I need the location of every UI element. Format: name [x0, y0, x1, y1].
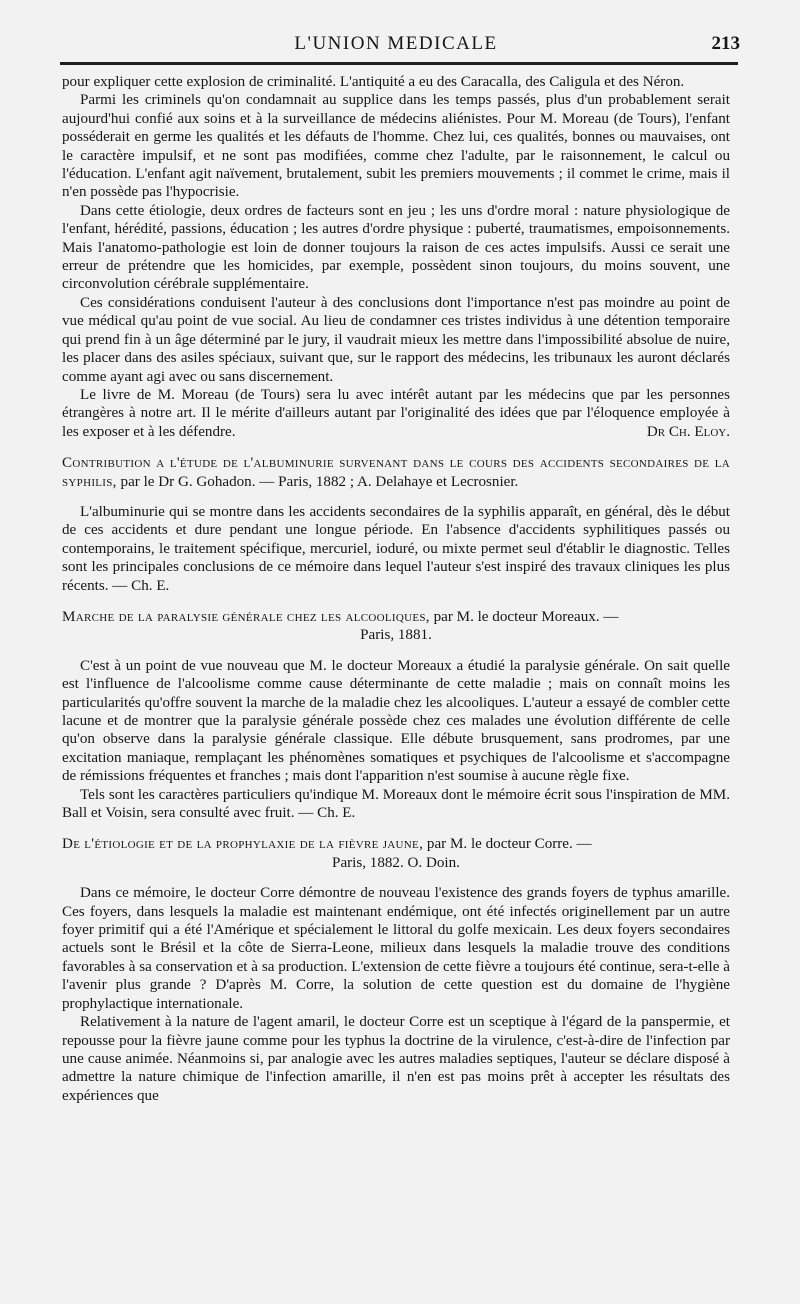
paragraph: Dans cette étiologie, deux ordres de facteurs sont en jeu ; les uns d'ordre moral : nature physiologique de l'enfant, hérédité, passions, éducation ; les autres d'ordre physique : puberté, traumatismes, empoisonnements. Mais l'anatomo-pathologie est loin de donner toujours la raison de ces actes impulsifs. Aussi ce serait une erreur de prétendre que les homicides, par exemple, possèdent sinon toujours, du moins souvent, une circonvolution cérébrale supplémentaire.: [62, 202, 730, 293]
review-title-line2: Paris, 1881.: [360, 627, 432, 644]
review-fievre-jaune: [62, 835, 730, 1105]
review-title-rest: par le Dr G. Gohadon. — Paris, 1882 ; A. Delahaye et Lecrosnier.: [116, 473, 519, 490]
page-body: [62, 73, 730, 1105]
review-moreau-de-tours: [62, 73, 730, 441]
paragraph: Parmi les criminels qu'on condamnait au supplice dans les temps passés, plus d'un probablement serait aujourd'hui confié aux soins et à la surveillance de médecins aliénistes. Pour M. Moreau (de Tours), l'enfant posséderait en germe les qualités et les défauts de l'homme. Chez lui, ces qualités, bonnes ou mauvaises, ont le caractère impulsif, et ne sont pas modifiées, comme chez l'adulte, par le raisonnement, le calcul ou l'éducation. L'enfant agit naïvement, brutalement, subit les premiers mouvements ; il commet le crime, mais il n'en possède pas l'hypocrisie.: [62, 92, 730, 201]
page-header: [62, 0, 740, 62]
review-title-line2: Paris, 1882. O. Doin.: [332, 854, 460, 871]
paragraph: [62, 386, 730, 441]
paragraph: Ces considérations conduisent l'auteur à des conclusions dont l'importance n'est pas moindre au point de vue médical qu'au point de vue social. Au lieu de condamner ces tristes individus à une détention temporaire qui prend fin à un âge déterminé par le jury, il vaudrait mieux les mettre dans l'impossibilité absolue de nuire, les placer dans des asiles spéciaux, suivant que, sur le rapport des médecins, les tribunaux les auront déclarés comme ayant agi avec ou sans discernement.: [62, 294, 730, 385]
paragraph: Relativement à la nature de l'agent amaril, le docteur Corre est un sceptique à l'égard de la panspermie, et repousse pour la fièvre jaune comme pour les typhus la doctrine de la virulence, c'est-à-dire de l'infection par une cause animée. Néanmoins si, par analogie avec les autres maladies septiques, l'auteur se déclare disposé à admettre la nature chimique de l'infection amarille, il n'en est pas moins prêt à accepter les résultats des expériences que: [62, 1014, 730, 1104]
review-signature: Dr Ch. Eloy.: [646, 423, 730, 440]
paragraph-text: Le livre de M. Moreau (de Tours) sera lu avec intérêt autant par les médecins que par les personnes étrangères à notre art. Il le mérite d'ailleurs autant par l'originalité des idées que par l'éloquence employée à les exposer et à les défendre.: [62, 386, 730, 440]
review-title-caps: De l'étiologie et de la prophylaxie de la fièvre jaune,: [62, 836, 424, 853]
paragraph: Tels sont les caractères particuliers qu'indique M. Moreaux dont le mémoire écrit sous l'inspiration de MM. Ball et Voisin, sera consulté avec fruit. — Ch. E.: [62, 786, 730, 822]
review-paralysie-generale: [62, 608, 730, 822]
header-rule: [60, 62, 738, 65]
paragraph: C'est à un point de vue nouveau que M. le docteur Moreaux a étudié la paralysie générale. On sait quelle est l'influence de l'alcoolisme comme cause déterminante de cette maladie ; mais on connaît moins les particularités qu'offre souvent la marche de la maladie chez les alcooliques. L'auteur a essayé de combler cette lacune et de montrer que la paralysie générale possède chez ces malades une évolution différente de celle qu'on observe dans la paralysie générale classique. Elle débute brusquement, sans prodromes, par une excitation maniaque, remplaçant les phénomènes somatiques et psychiques de l'alcoolisme et s'accompagne de rémissions fréquentes et franches ; mais dont l'apparition n'est soumise à aucune règle fixe.: [62, 657, 730, 785]
page-number: 213: [711, 33, 740, 54]
review-title: [62, 454, 730, 491]
review-albuminurie: [62, 454, 730, 595]
paragraph: Dans ce mémoire, le docteur Corre démontre de nouveau l'existence des grands foyers de typhus amarille. Ces foyers, dans lesquels la maladie est maintenant endémique, ont été infectés originellement par un autre foyer primitif qui a été l'Amérique et spécialement le littoral du golfe mexicain. Les deux foyers secondaires actuels sont le Brésil et la côte de Sierra-Leone, milieux dans lesquels la maladie trouve des conditions favorables à sa conservation et à sa production. L'extension de cette fièvre a toujours été continue, sera-t-elle à l'avenir plus grande ? D'après M. Corre, la solution de cette question est du domaine de l'hygiène prophylactique internationale.: [62, 885, 730, 1012]
review-title-rest: par M. le docteur Corre. —: [423, 836, 592, 853]
review-title: [62, 835, 730, 872]
review-title: [62, 608, 730, 645]
paragraph: pour expliquer cette explosion de criminalité. L'antiquité a eu des Caracalla, des Caligula et des Néron.: [62, 74, 685, 90]
review-title-caps: Marche de la paralysie générale chez les alcooliques,: [62, 608, 430, 625]
review-title-caps: Contribution a l'étude de l'albuminurie survenant dans le cours des accidents secondaires de la syphilis,: [62, 455, 730, 490]
review-title-rest: par M. le docteur Moreaux. —: [429, 608, 619, 625]
running-title: L'UNION MEDICALE: [294, 33, 498, 54]
paragraph: L'albuminurie qui se montre dans les accidents secondaires de la syphilis apparaît, en général, dès le début de ces accidents et dure pendant une longue période. En l'absence d'accidents syphilitiques passés ou contemporains, le traitement spécifique, mercuriel, ioduré, ou mixte permet seul d'établir le diagnostic. Telles sont les principales conclusions de ce mémoire dans lequel l'auteur s'est inspiré des travaux cliniques les plus récents. — Ch. E.: [62, 503, 730, 594]
